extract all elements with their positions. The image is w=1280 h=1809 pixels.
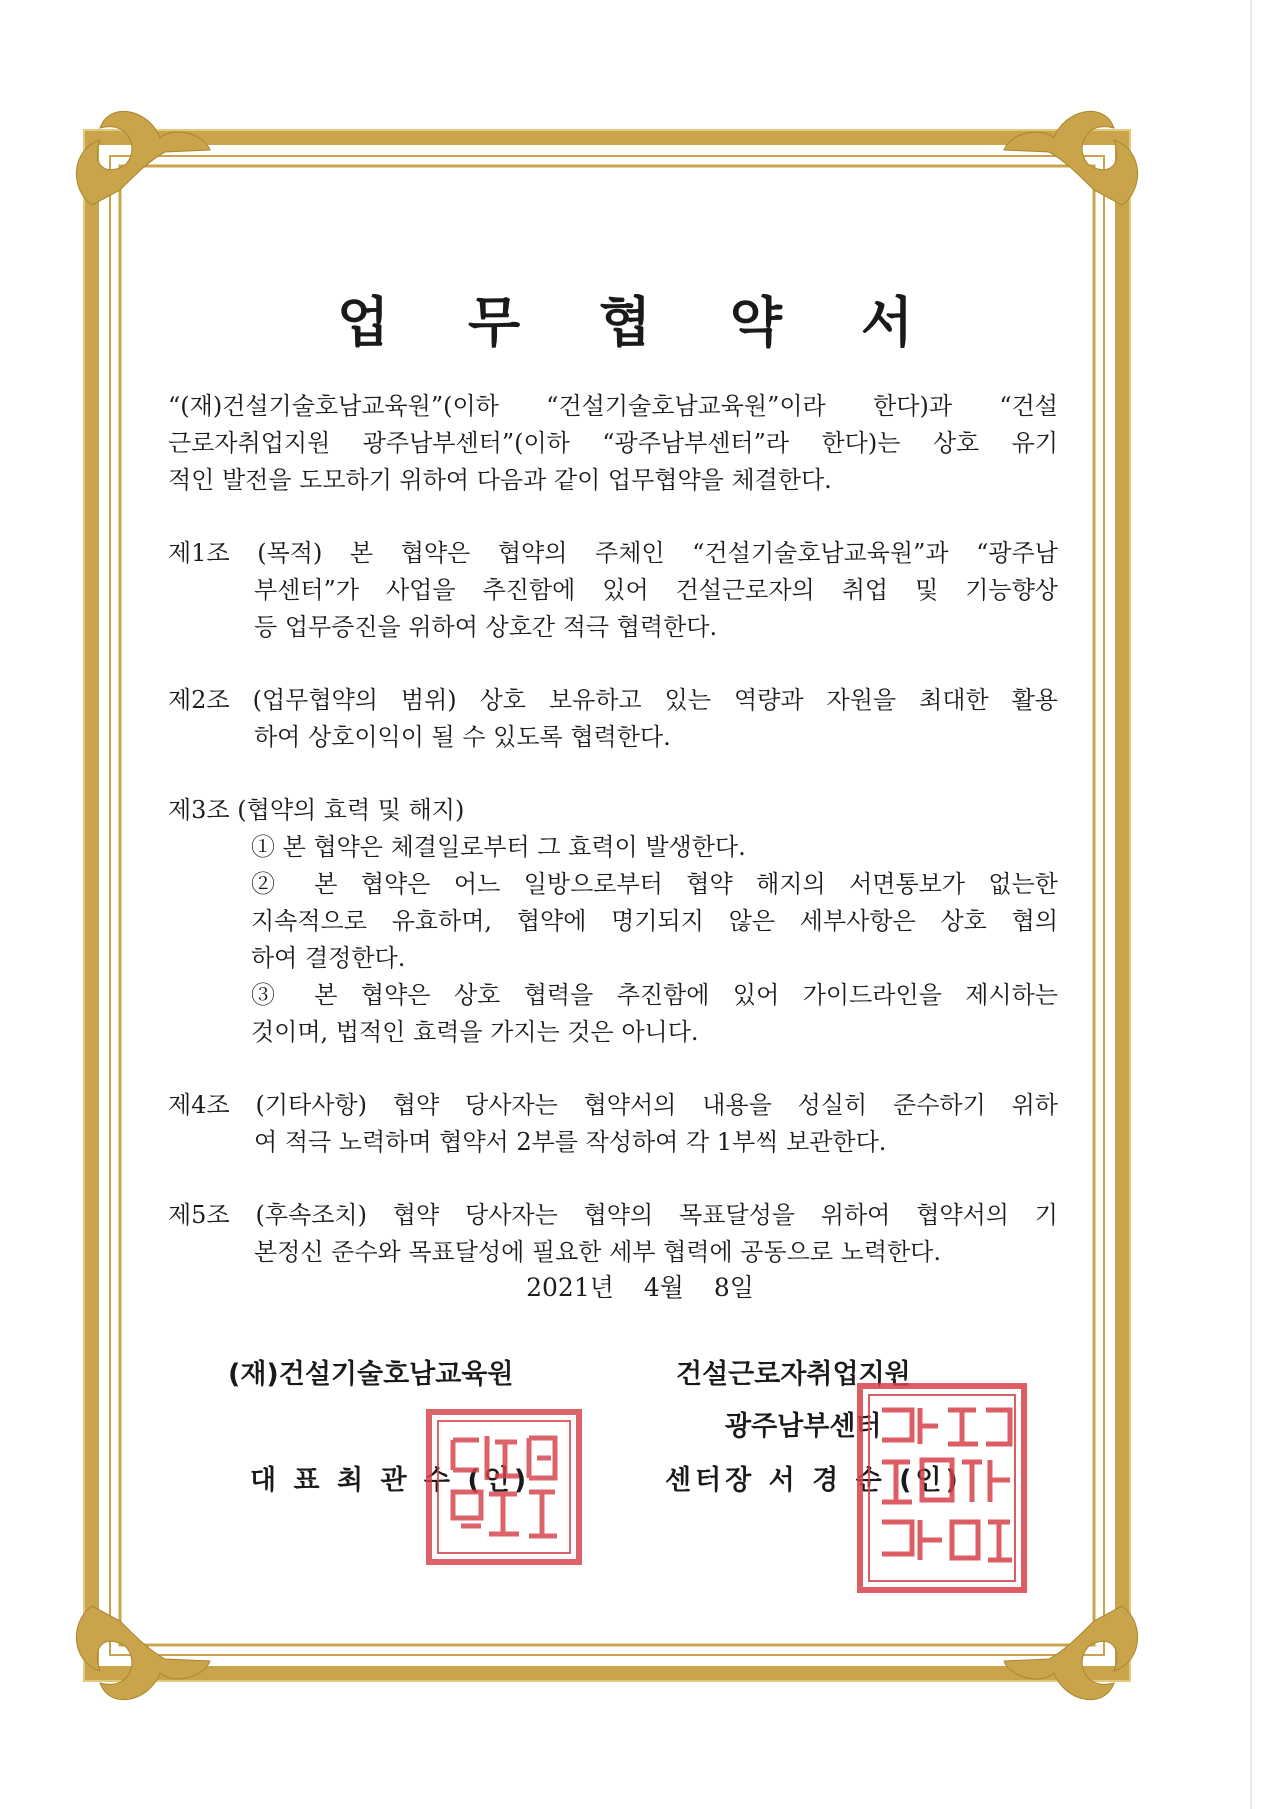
left-official-seal — [425, 1408, 583, 1566]
preamble-line: 근로자취업지원 광주남부센터”(이하 “광주남부센터”라 한다)는 상호 유기 — [168, 429, 1058, 457]
right-party-org-line1: 건설근로자취업지원 — [676, 1359, 911, 1390]
article-line: 여 적극 노력하며 협약서 2부를 작성하여 각 1부씩 보관한다. — [254, 1128, 887, 1156]
article-line: 제5조 (후속조치) 협약 당사자는 협약의 목표달성을 위하여 협약서의 기 — [168, 1201, 1058, 1229]
article-line: 하여 상호이익이 될 수 있도록 협력한다. — [254, 723, 671, 751]
article-item: ① 본 협약은 체결일로부터 그 효력이 발생한다. — [251, 833, 746, 861]
preamble-line: “(재)건설기술호남교육원”(이하 “건설기술호남교육원”이라 한다)과 “건설 — [168, 392, 1058, 420]
article-line: 제4조 (기타사항) 협약 당사자는 협약서의 내용을 성실히 준수하기 위하 — [168, 1091, 1058, 1119]
article-1 — [168, 535, 1058, 646]
article-heading: 제3조 (협약의 효력 및 해지) — [168, 796, 465, 824]
article-item: ③ 본 협약은 상호 협력을 추진함에 있어 가이드라인을 제시하는 — [251, 981, 1058, 1009]
left-party-representative: 대 표 최 관 수 (인) — [250, 1465, 531, 1496]
agreement-body — [168, 388, 1058, 1271]
article-line: 부센터”가 사업을 추진함에 있어 건설근로자의 취업 및 기능향상 — [254, 576, 1058, 604]
article-item: 하여 결정한다. — [251, 944, 406, 972]
right-party-org-line2: 광주남부센터 — [725, 1411, 882, 1442]
article-line: 제1조 (목적) 본 협약은 협약의 주체인 “건설기술호남교육원”과 “광주남 — [168, 539, 1058, 567]
article-item: ② 본 협약은 어느 일방으로부터 협약 해지의 서면통보가 없는한 — [251, 870, 1058, 898]
article-2 — [168, 682, 1058, 756]
article-5 — [168, 1197, 1058, 1271]
article-line: 본정신 준수와 목표달성에 필요한 세부 협력에 공동으로 노력한다. — [254, 1238, 941, 1266]
right-party-representative: 센터장 서 경 순 (인) — [665, 1465, 962, 1496]
article-line: 등 업무증진을 위하여 상호간 적극 협력한다. — [254, 613, 718, 641]
preamble — [168, 388, 1058, 499]
signing-date: 2021년 4월 8일 — [526, 1273, 754, 1302]
document-title: 업 무 협 약 서 — [336, 291, 944, 354]
left-party-org: (재)건설기술호남교육원 — [228, 1359, 514, 1390]
article-3 — [168, 792, 1058, 1051]
preamble-line: 적인 발전을 도모하기 위하여 다음과 같이 업무협약을 체결한다. — [168, 466, 832, 494]
article-line: 제2조 (업무협약의 범위) 상호 보유하고 있는 역량과 자원을 최대한 활용 — [168, 686, 1058, 714]
article-4 — [168, 1087, 1058, 1161]
article-item: 것이며, 법적인 효력을 가지는 것은 아니다. — [251, 1018, 699, 1046]
right-official-seal — [856, 1382, 1028, 1594]
article-item: 지속적으로 유효하며, 협약에 명기되지 않은 세부사항은 상호 협의 — [251, 907, 1058, 935]
